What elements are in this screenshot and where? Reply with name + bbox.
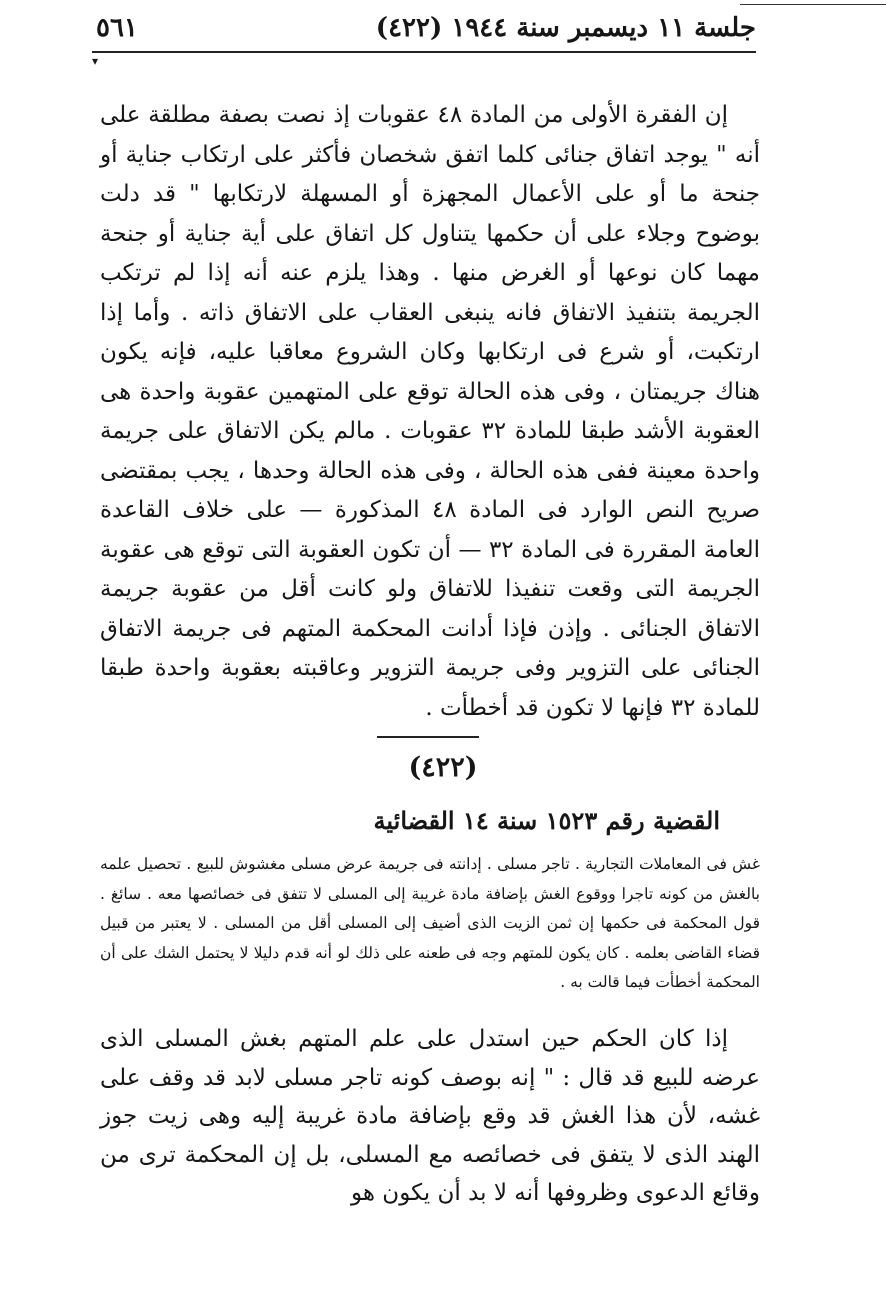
header-title: جلسة ١١ ديسمبر سنة ١٩٤٤ (٤٢٢) <box>375 13 756 43</box>
top-edge-rule <box>740 4 886 5</box>
header-rule <box>92 51 756 53</box>
page-number: ٥٦١ <box>96 13 138 43</box>
header-tick-mark: ▾ <box>92 54 99 68</box>
page-header <box>96 8 756 48</box>
ruling-text <box>100 1020 760 1213</box>
case-title: القضية رقم ١٥٢٣ سنة ١٤ القضائية <box>373 806 720 835</box>
ruling-paragraph: إذا كان الحكم حين استدل على علم المتهم بغش المسلى الذى عرضه للبيع قد قال : " إنه بوصف كونه تاجر مسلى لابد قد وقف على غشه، لأن هذا الغش قد وقع بإضافة مادة غريبة إليه وهى زيت جوز الهند الذى لا يتفق فى خصائصه مع المسلى، بل إن المحكمة ترى من وقائع الدعوى وظروفها أنه لا بد أن يكون هو <box>100 1026 760 1206</box>
case-number: (٤٢٢) <box>408 752 478 783</box>
body-paragraph: إن الفقرة الأولى من المادة ٤٨ عقوبات إذ نصت بصفة مطلقة على أنه " يوجد اتفاق جنائى كلما اتفق شخصان فأكثر على ارتكاب جناية أو جنحة ما أو على الأعمال المجهزة أو المسهلة لارتكابها " قد دلت بوضوح وجلاء على أن حكمها يتناول كل اتفاق على أية جناية أو جنحة مهما كان نوعها أو الغرض منها . وهذا يلزم عنه أنه إذا لم ترتكب الجريمة بتنفيذ الاتفاق فانه ينبغى العقاب على الاتفاق ذاته . وأما إذا ارتكبت، أو شرع فى ارتكابها وكان الشروع معاقبا عليه، فإنه يكون هناك جريمتان ، وفى هذه الحالة توقع على المتهمين عقوبة واحدة هى العقوبة الأشد طبقا للمادة ٣٢ عقوبات . مالم يكن الاتفاق على جريمة واحدة معينة ففى هذه الحالة ، وفى هذه الحالة وحدها ، يجب بمقتضى صريح النص الوارد فى المادة ٤٨ المذكورة — على خلاف القاعدة العامة المقررة فى المادة ٣٢ — أن تكون العقوبة التى توقع هى عقوبة الجريمة التى وقعت تنفيذا للاتفاق ولو كانت أقل من عقوبة جريمة الاتفاق الجنائى . وإذن فإذا أدانت المحكمة المتهم فى جريمة الاتفاق الجنائى على التزوير وفى جريمة التزوير وعاقبته بعقوبة واحدة طبقا للمادة ٣٢ فإنها لا تكون قد أخطأت . <box>100 102 761 721</box>
case-summary <box>100 850 760 998</box>
summary-paragraph: غش فى المعاملات التجارية . تاجر مسلى . إدانته فى جريمة عرض مسلى مغشوش للبيع . تحصيل علمه بالغش من كونه تاجرا ووقوع الغش بإضافة مادة غريبة إلى المسلى لا تتفق فى خصائصها معه . سائغ . قول المحكمة فى حكمها إن ثمن الزيت الذى أضيف إلى المسلى أقل من المسلى . لا يعتبر من قبيل قضاء القاضى بعلمه . كان يكون للمتهم وجه فى طعنه على ذلك لو أنه قدم دليلا لا يحتمل الشك على أن المحكمة أخطأت فيما قالت به . <box>100 855 760 991</box>
main-text <box>100 96 760 728</box>
section-divider <box>377 736 479 738</box>
